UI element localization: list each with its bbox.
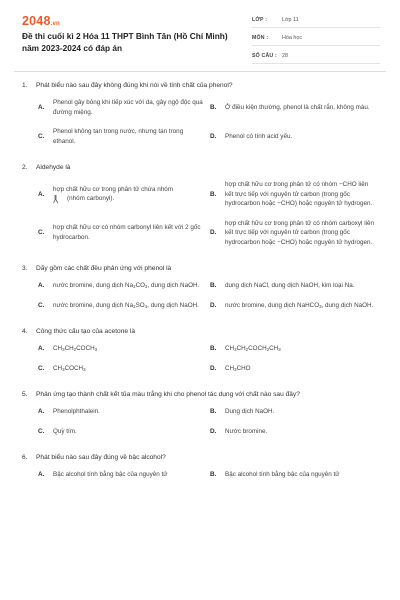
question-number: 5.	[22, 391, 28, 398]
option-text: Phenol không tan trong nước, nhưng tan trong ethanol.	[53, 128, 184, 145]
option-d[interactable]	[210, 364, 382, 374]
option-letter: C.	[38, 364, 45, 372]
option-c[interactable]	[38, 364, 210, 374]
exam-meta	[252, 13, 380, 67]
option-letter: A.	[38, 345, 45, 352]
meta-row-count	[252, 49, 380, 64]
option-d[interactable]	[210, 301, 382, 311]
option-b[interactable]	[210, 407, 382, 417]
option-text: Quỳ tím.	[53, 427, 77, 435]
meta-value: Hóa học	[282, 35, 303, 41]
question-number: 4.	[22, 328, 28, 335]
meta-label: LỚP :	[252, 17, 268, 23]
option-d[interactable]	[210, 127, 382, 146]
option-text: Nước bromine.	[225, 427, 268, 435]
meta-value: 28	[282, 53, 288, 59]
option-text: $CH_3COCH_3$	[53, 364, 86, 372]
option-letter: C.	[38, 301, 45, 309]
option-letter: B.	[210, 282, 217, 289]
option-letter: B.	[210, 345, 217, 352]
option-letter: D.	[210, 301, 217, 309]
option-letter: D.	[210, 132, 217, 140]
option-c[interactable]	[38, 219, 210, 248]
option-letter: D.	[210, 229, 217, 236]
option-b[interactable]	[210, 281, 382, 291]
option-b[interactable]	[210, 180, 382, 209]
option-c[interactable]	[38, 127, 210, 146]
carbonyl-group-icon	[53, 194, 65, 204]
option-text: dung dịch NaCl, dung dịch NaOH, kim loại Na.	[225, 282, 355, 289]
option-text: $CH_3CH_2COCH_3$	[53, 345, 98, 352]
meta-label: SỐ CÂU :	[252, 53, 277, 59]
question-number: 1.	[22, 82, 28, 89]
meta-value: Lớp 11	[282, 17, 299, 23]
meta-row-class	[252, 13, 380, 28]
option-text: $CH_3CH_2COCH_2CH_3$	[225, 345, 281, 352]
option-letter: C.	[38, 427, 45, 435]
meta-label: MÔN :	[252, 35, 269, 41]
option-text: hợp chất hữu cơ có nhóm carbonyl liên kết với 2 gốc hydrocarbon.	[53, 224, 201, 241]
option-text-suffix: (nhóm carbonyl).	[67, 195, 115, 203]
option-a[interactable]	[38, 470, 210, 480]
option-a[interactable]	[38, 98, 210, 117]
option-letter: A.	[38, 408, 45, 415]
question-list	[22, 81, 382, 497]
question-5	[22, 390, 382, 436]
question-3	[22, 264, 382, 310]
option-text: hợp chất hữu cơ trong phân tử có nhóm carboxyl liên kết trực tiếp với nguyên tử carbon (trong gốc hydrocarbon hoặc −CHO) hoặc nguyên tử hydrogen.	[225, 219, 375, 246]
option-a[interactable]	[38, 180, 210, 209]
option-c[interactable]	[38, 301, 210, 311]
header	[0, 0, 400, 72]
header-divider	[14, 71, 386, 72]
option-text: Phenolphthalein.	[53, 408, 100, 415]
option-c[interactable]	[38, 427, 210, 437]
option-letter: A.	[38, 190, 45, 198]
option-text: hợp chất hữu cơ trong phân tử chứa nhóm	[53, 185, 173, 193]
question-stem: Aldehyde là	[36, 164, 71, 171]
question-4	[22, 327, 382, 373]
option-letter: A.	[38, 471, 45, 478]
question-stem: Dãy gồm các chất đều phản ứng với phenol là	[36, 265, 172, 272]
option-a[interactable]	[38, 344, 210, 354]
page-title: Đề thi cuối kì 2 Hóa 11 THPT Bình Tân (Hồ Chí Minh) năm 2023-2024 có đáp án	[22, 31, 228, 53]
option-text: nước bromine, dung dịch NaHCO$_3$, dung dịch NaOH.	[225, 301, 374, 309]
question-6	[22, 453, 382, 480]
option-letter: B.	[210, 408, 217, 415]
question-1	[22, 81, 382, 146]
option-letter: D.	[210, 427, 217, 435]
option-text: $CH_3CHO$	[225, 364, 251, 372]
option-text: hợp chất hữu cơ trong phân tử có nhóm −CHO liên kết trực tiếp với nguyên tử carbon (trong gốc hydrocarbon hoặc −CHO) hoặc nguyên tử hydrogen.	[225, 181, 373, 207]
question-2	[22, 163, 382, 247]
option-letter: B.	[210, 471, 217, 478]
option-text: Bậc alcohol tính bằng bậc của nguyên tử	[53, 471, 168, 478]
option-letter: C.	[38, 229, 45, 236]
meta-row-subject	[252, 31, 380, 46]
option-text: nước bromine, dung dịch $Na_2SO_4$, dung dịch NaOH.	[53, 301, 199, 309]
option-letter: D.	[210, 364, 217, 372]
question-stem: Phát biểu nào sau đây không đúng khi nói về tính chất của phenol?	[36, 82, 233, 89]
option-d[interactable]	[210, 219, 382, 248]
option-letter: B.	[210, 190, 217, 198]
option-letter: B.	[210, 103, 217, 111]
question-stem: Công thức cấu tạo của acetone là	[36, 328, 135, 335]
question-stem: Phát biểu nào sau đây đúng về bậc alcohol?	[36, 454, 166, 461]
question-number: 2.	[22, 164, 28, 171]
option-text: Dung dịch NaOH.	[225, 408, 275, 415]
option-text: Phenol có tính acid yếu.	[225, 132, 293, 140]
option-a[interactable]	[38, 281, 210, 291]
option-text: Ở điều kiện thường, phenol là chất rắn, không màu.	[225, 103, 370, 111]
option-text: Phenol gây bỏng khi tiếp xúc với da, gây ngộ độc qua đường miệng.	[53, 99, 203, 116]
option-letter: A.	[38, 103, 45, 111]
option-b[interactable]	[210, 98, 382, 117]
question-stem: Phản ứng tạo thành chất kết tủa màu trắng khi cho phenol tác dụng với chất nào sau đây?	[36, 391, 300, 398]
option-letter: A.	[38, 282, 45, 289]
question-number: 6.	[22, 454, 28, 461]
question-number: 3.	[22, 265, 28, 272]
site-logo[interactable]: 2048.vn	[22, 14, 60, 28]
option-text: nước bromine, dung dịch $Na_2CO_3$, dung dịch NaOH.	[53, 282, 200, 289]
option-d[interactable]	[210, 427, 382, 437]
option-letter: C.	[38, 132, 45, 140]
option-b[interactable]	[210, 470, 382, 480]
option-b[interactable]	[210, 344, 382, 354]
option-text: Bậc alcohol tính bằng bậc của nguyên tử	[225, 471, 340, 478]
option-a[interactable]	[38, 407, 210, 417]
